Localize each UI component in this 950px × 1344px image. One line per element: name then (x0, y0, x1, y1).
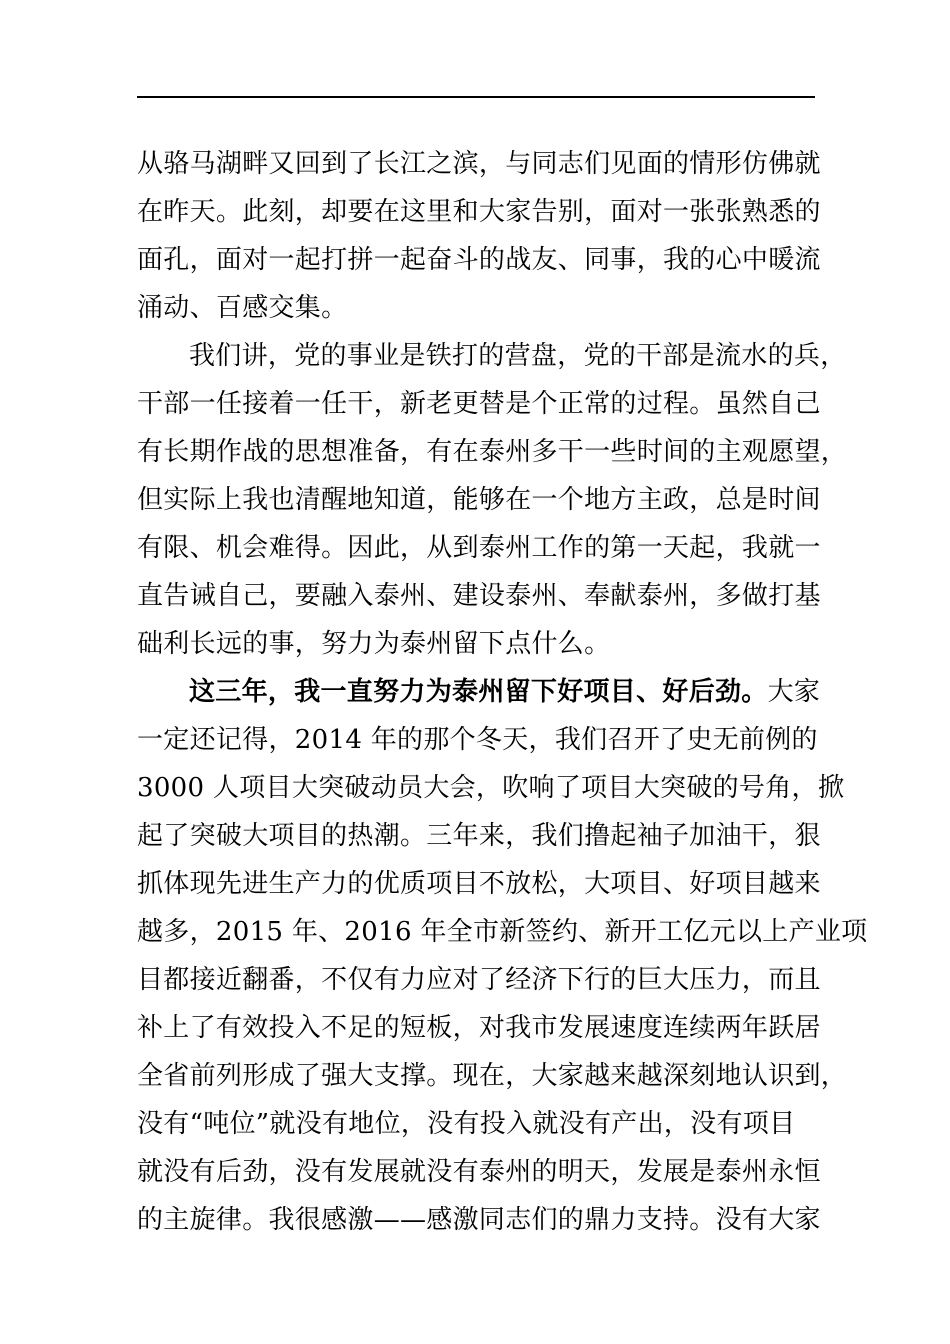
document-body (137, 140, 868, 1244)
paragraph-2-line: 但实际上我也清醒地知道，能够在一个地方主政，总是时间 (137, 485, 821, 515)
paragraph-3-heading: 这三年，我一直努力为泰州留下好项目、好后劲。 (189, 677, 768, 707)
paragraph-3-line: 全省前列形成了强大支撑。现在，大家越来越深刻地认识到， (137, 1061, 848, 1091)
paragraph-1-line: 在昨天。此刻，却要在这里和大家告别，面对一张张熟悉的 (137, 197, 821, 227)
paragraph-2-line: 础利长远的事，努力为泰州留下点什么。 (137, 629, 611, 659)
paragraph-3-line: 越多，2015 年、2016 年全市新签约、新开工亿元以上产业项 (137, 917, 868, 947)
paragraph-3-line: 抓体现先进生产力的优质项目不放松，大项目、好项目越来 (137, 869, 821, 899)
paragraph-3-line: 3000 人项目大突破动员大会，吹响了项目大突破的号角，掀 (137, 773, 845, 803)
paragraph-2-line: 干部一任接着一任干，新老更替是个正常的过程。虽然自己 (137, 389, 821, 419)
paragraph-2-line: 直告诫自己，要融入泰州、建设泰州、奉献泰州，多做打基 (137, 581, 821, 611)
paragraph-1-line: 面孔，面对一起打拼一起奋斗的战友、同事，我的心中暖流 (137, 245, 821, 275)
paragraph-3-line: 没有“吨位”就没有地位，没有投入就没有产出，没有项目 (137, 1109, 796, 1139)
paragraph-3-first-line (137, 668, 821, 716)
paragraph-1-line: 从骆马湖畔又回到了长江之滨，与同志们见面的情形仿佛就 (137, 149, 821, 179)
paragraph-2-line: 有长期作战的思想准备，有在泰州多干一些时间的主观愿望， (137, 437, 848, 467)
paragraph-3-first-line-rest: 大家 (767, 677, 821, 707)
paragraph-3-line: 目都接近翻番，不仅有力应对了经济下行的巨大压力，而且 (137, 965, 821, 995)
paragraph-3-line: 补上了有效投入不足的短板，对我市发展速度连续两年跃居 (137, 1013, 821, 1043)
paragraph-3-line: 一定还记得，2014 年的那个冬天，我们召开了史无前例的 (137, 725, 818, 755)
paragraph-1-line: 涌动、百感交集。 (137, 293, 348, 323)
paragraph-3-line: 起了突破大项目的热潮。三年来，我们撸起袖子加油干，狠 (137, 821, 821, 851)
paragraph-2-line: 有限、机会难得。因此，从到泰州工作的第一天起，我就一 (137, 533, 821, 563)
header-rule (137, 96, 815, 98)
paragraph-2-line: 我们讲，党的事业是铁打的营盘，党的干部是流水的兵， (189, 341, 847, 371)
paragraph-3-line: 的主旋律。我很感激——感激同志们的鼎力支持。没有大家 (137, 1205, 821, 1235)
paragraph-3-line: 就没有后劲，没有发展就没有泰州的明天，发展是泰州永恒 (137, 1157, 821, 1187)
